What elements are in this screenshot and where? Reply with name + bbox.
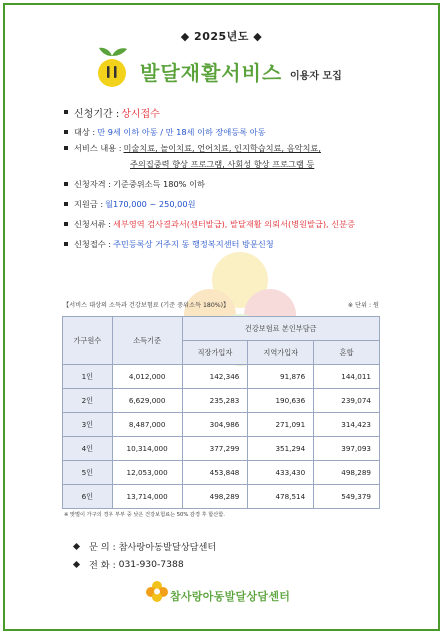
contact-row-phone <box>74 555 216 573</box>
cell-mixed: 549,379 <box>314 485 380 509</box>
header-household: 가구원수 <box>63 317 113 365</box>
inquiry-label: 문 의 : <box>89 542 116 553</box>
table-caption: 【서비스 대상의 소득과 건강보험료 (기준 중위소득 180%)】 <box>63 302 230 309</box>
qualification-value: 기준중위소득 180% 이하 <box>113 178 205 189</box>
square-bullet-icon <box>64 202 68 206</box>
page-title: 발달재활서비스 <box>140 61 283 85</box>
cell-income: 4,012,000 <box>112 365 182 389</box>
table-footnote: ※ 맞벌이 가구의 경우 부부 중 낮은 건강보험료는 50% 감경 후 합산함. <box>64 512 225 518</box>
inquiry-value: 참사랑아동발달상담센터 <box>118 542 217 553</box>
target-label: 대상 : <box>74 126 96 137</box>
cell-regional: 271,091 <box>248 413 314 437</box>
square-bullet-icon <box>64 146 68 150</box>
support-label: 지원금 : <box>74 198 104 209</box>
cell-income: 13,714,000 <box>112 485 182 509</box>
header-workplace: 직장가입자 <box>182 341 248 365</box>
info-row-service-cont <box>64 156 394 172</box>
cell-size: 5인 <box>63 461 113 485</box>
table-row <box>63 413 380 437</box>
period-value: 상시접수 <box>121 108 160 120</box>
apply-label: 신청접수 : <box>74 238 111 249</box>
square-bullet-icon <box>64 130 68 134</box>
cell-income: 12,053,000 <box>112 461 182 485</box>
table-row <box>63 389 380 413</box>
apple-logo-icon <box>92 44 132 88</box>
cell-workplace: 498,289 <box>182 485 248 509</box>
cell-regional: 351,294 <box>248 437 314 461</box>
phone-value: 031-930-7388 <box>118 558 184 570</box>
period-label: 신청기간 : <box>74 108 120 120</box>
diamond-bullet-icon <box>73 542 80 549</box>
cell-size: 1인 <box>63 365 113 389</box>
contact-row-inquiry <box>74 537 216 555</box>
cell-size: 3인 <box>63 413 113 437</box>
square-bullet-icon <box>64 242 68 246</box>
cell-regional: 433,430 <box>248 461 314 485</box>
cell-workplace: 304,986 <box>182 413 248 437</box>
header-mixed: 혼합 <box>314 341 380 365</box>
cell-workplace: 235,283 <box>182 389 248 413</box>
center-name: 참사랑아동발달상담센터 <box>170 590 291 603</box>
info-row-target <box>64 124 394 140</box>
cell-income: 6,629,000 <box>112 389 182 413</box>
info-row-qualification <box>64 176 394 192</box>
docs-value-c: 신분증 <box>331 218 355 229</box>
table-row <box>63 365 380 389</box>
info-list <box>64 104 394 252</box>
cell-mixed: 498,289 <box>314 461 380 485</box>
support-value: 월170,000 ~ 250,00원 <box>105 198 196 209</box>
square-bullet-icon <box>64 222 68 226</box>
info-row-service <box>64 140 394 156</box>
docs-value-a: 세부영역 검사결과서(센터발급), <box>113 218 228 229</box>
service-value-2: 주의집중력 향상 프로그램, 사회성 향상 프로그램 등 <box>130 158 315 169</box>
cell-mixed: 397,093 <box>314 437 380 461</box>
cell-regional: 478,514 <box>248 485 314 509</box>
year-heading: ◆ 2025년도 ◆ <box>180 30 263 43</box>
apply-value: 주민등록상 거주지 동 행정복지센터 방문신청 <box>113 238 274 249</box>
cell-size: 4인 <box>63 437 113 461</box>
cell-income: 8,487,000 <box>112 413 182 437</box>
target-value: 만 9세 이하 아동 / 만 18세 이하 장애등록 아동 <box>97 126 266 137</box>
table-row <box>63 485 380 509</box>
cell-size: 2인 <box>63 389 113 413</box>
cell-workplace: 377,299 <box>182 437 248 461</box>
info-row-apply <box>64 236 394 252</box>
square-bullet-icon <box>64 110 68 114</box>
cell-mixed: 144,011 <box>314 365 380 389</box>
cell-mixed: 314,423 <box>314 413 380 437</box>
cell-income: 10,314,000 <box>112 437 182 461</box>
page-subtitle: 이용자 모집 <box>290 71 342 82</box>
square-bullet-icon <box>64 182 68 186</box>
qualification-label: 신청자격 : <box>74 178 111 189</box>
service-label: 서비스 내용 : <box>74 142 122 153</box>
header-income: 소득기준 <box>112 317 182 365</box>
flower-logo-icon <box>146 580 168 604</box>
table-unit: ※ 단위 : 원 <box>347 302 379 309</box>
cell-regional: 91,876 <box>248 365 314 389</box>
cell-workplace: 453,848 <box>182 461 248 485</box>
header-regional: 지역가입자 <box>248 341 314 365</box>
service-value-1: 미술치료, 놀이치료, 언어치료, 인지학습치료, 음악치료, <box>123 142 321 153</box>
table-row <box>63 461 380 485</box>
contact-block <box>74 537 216 573</box>
income-table <box>62 316 380 509</box>
diamond-bullet-icon <box>73 560 80 567</box>
cell-mixed: 239,074 <box>314 389 380 413</box>
header-premium-group: 건강보험료 본인부담금 <box>182 317 379 341</box>
info-row-period <box>64 104 394 120</box>
cell-workplace: 142,346 <box>182 365 248 389</box>
cell-size: 6인 <box>63 485 113 509</box>
phone-label: 전 화 : <box>89 560 116 571</box>
cell-regional: 190,636 <box>248 389 314 413</box>
docs-label: 신청서류 : <box>74 218 111 229</box>
info-row-support <box>64 196 394 212</box>
table-row <box>63 437 380 461</box>
info-row-docs <box>64 216 394 232</box>
docs-value-b: 발달재활 의뢰서(병원발급), <box>230 218 329 229</box>
